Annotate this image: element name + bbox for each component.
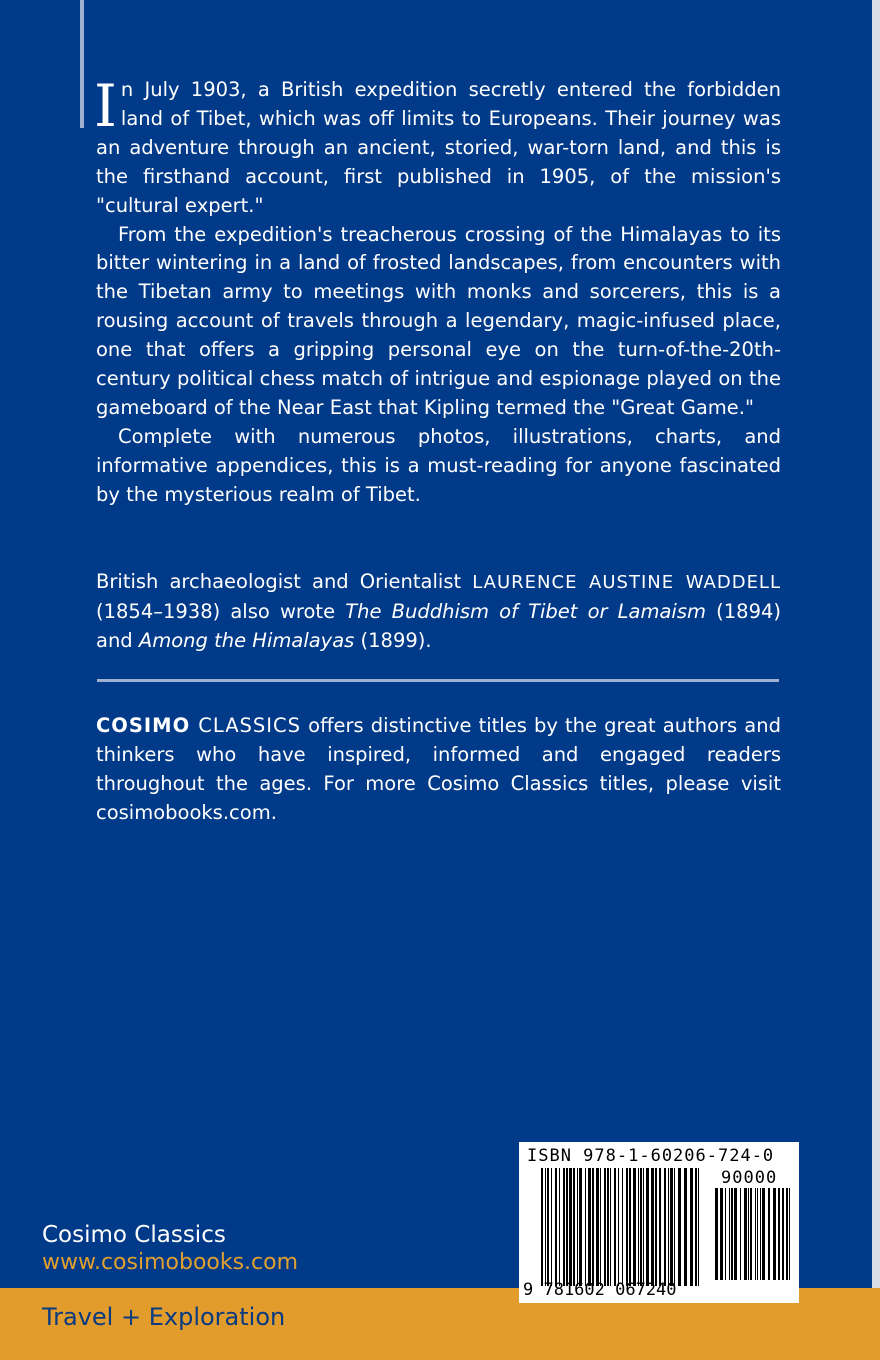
barcode-bar bbox=[757, 1188, 758, 1280]
barcode-bar bbox=[541, 1168, 543, 1286]
barcode-bar bbox=[755, 1188, 756, 1280]
author-bio-end: (1899). bbox=[354, 629, 432, 652]
barcode-bar bbox=[762, 1188, 765, 1280]
barcode-bar bbox=[778, 1188, 780, 1280]
barcode-bar bbox=[782, 1188, 784, 1280]
barcode-bar bbox=[618, 1168, 619, 1286]
isbn-text: ISBN 978-1-60206-724-0 bbox=[527, 1146, 775, 1166]
barcode-bar bbox=[579, 1168, 582, 1286]
category-label: Travel + Exploration bbox=[42, 1303, 286, 1331]
description-paragraph-3: Complete with numerous photos, illustrations, charts, and informative appendices, this is a must-reading for anyone fascinated by the mysterious realm of Tibet. bbox=[96, 424, 781, 506]
drop-cap: I bbox=[94, 72, 117, 140]
barcode-bar bbox=[545, 1168, 546, 1286]
barcode-bar bbox=[566, 1168, 568, 1286]
barcode-bar bbox=[643, 1168, 644, 1286]
barcode-bar bbox=[573, 1168, 575, 1286]
barcode-digits: 9 781602 067240 bbox=[523, 1280, 677, 1300]
description-paragraph-1-text: n July 1903, a British expedition secretly entered the forbidden land of Tibet, which was off limits to Europeans. Their journey was an adventure through an ancient, storied, war-torn land, and this is the firsthand account, first published in 1905, of the mission's "cultural expert." bbox=[96, 78, 781, 217]
barcode-bar bbox=[596, 1168, 599, 1286]
imprint-url: www.cosimobooks.com bbox=[42, 1250, 299, 1275]
barcode-bar bbox=[734, 1188, 737, 1280]
barcode-bar bbox=[659, 1168, 661, 1286]
author-bio-intro: British archaeologist and Orientalist bbox=[96, 570, 473, 593]
barcode-bar bbox=[646, 1168, 649, 1286]
barcode-bar bbox=[664, 1168, 666, 1286]
barcode-bar bbox=[684, 1168, 687, 1286]
barcode-bar bbox=[715, 1188, 718, 1280]
barcode-bar bbox=[768, 1188, 770, 1280]
barcode-bar bbox=[563, 1168, 565, 1286]
barcode-icon bbox=[519, 1142, 799, 1303]
barcode-bar bbox=[585, 1168, 586, 1286]
barcode-bar bbox=[604, 1168, 606, 1286]
imprint-name: Cosimo Classics bbox=[42, 1222, 226, 1248]
barcode-bar bbox=[629, 1168, 631, 1286]
barcode-bar bbox=[670, 1168, 673, 1286]
barcode-bar bbox=[600, 1168, 601, 1286]
description-paragraph-2: From the expedition's treacherous crossing of the Himalayas to its bitter wintering in a land of frosted landscapes, from encounters with the Tibetan army to meetings with monks and sorcerers, this is a rousing account of travels through a legendary, magic-infused place, one that offers a gripping personal eye on the turn-of-the-20th-century political chess match of intrigue and espionage played on the gameboard of the Near East that Kipling termed the "Great Game." bbox=[96, 222, 781, 419]
publisher-brand: COSIMO bbox=[96, 714, 191, 737]
top-accent-rule bbox=[80, 0, 84, 128]
barcode-bar bbox=[725, 1188, 726, 1280]
barcode-bar bbox=[674, 1168, 675, 1286]
book-description bbox=[94, 72, 781, 510]
barcode-bar bbox=[760, 1188, 761, 1280]
barcode-bar bbox=[789, 1188, 790, 1280]
author-bio-mid-2: (1894) and bbox=[96, 600, 781, 652]
barcode-bar bbox=[744, 1188, 747, 1280]
barcode-bar bbox=[720, 1188, 723, 1280]
barcode-bar bbox=[731, 1188, 733, 1280]
barcode-bar bbox=[640, 1168, 642, 1286]
barcode-bar bbox=[559, 1168, 560, 1286]
barcode-bar bbox=[592, 1168, 594, 1286]
description-paragraph-1 bbox=[94, 72, 781, 221]
author-bio-mid: (1854–1938) also wrote bbox=[96, 600, 346, 623]
publisher-brand-suffix: CLASSICS bbox=[190, 714, 302, 737]
barcode-bar bbox=[690, 1168, 693, 1286]
author-bio bbox=[96, 567, 781, 655]
barcode-bar bbox=[588, 1168, 591, 1286]
barcode-bar bbox=[555, 1168, 557, 1286]
barcode-bar bbox=[638, 1168, 639, 1286]
barcode-bar bbox=[695, 1168, 697, 1286]
publisher-text: offers distinctive titles by the great authors and thinkers who have inspired, informed and engaged readers throughout the ages. For more Cosimo Classics titles, please visit cosimobooks.com. bbox=[96, 714, 781, 824]
author-name: LAURENCE AUSTINE WADDELL bbox=[472, 572, 781, 593]
barcode-bar bbox=[740, 1188, 741, 1280]
barcode-bar bbox=[569, 1168, 572, 1286]
barcode-bar bbox=[698, 1168, 699, 1286]
barcode-bar bbox=[610, 1168, 611, 1286]
barcode-bar bbox=[547, 1168, 549, 1286]
barcode-bar bbox=[622, 1168, 623, 1286]
barcode-bar bbox=[729, 1188, 730, 1280]
barcode-bar bbox=[551, 1168, 552, 1286]
barcode-bar bbox=[607, 1168, 609, 1286]
author-book-title-2: Among the Himalayas bbox=[138, 629, 355, 652]
barcode-bar bbox=[614, 1168, 616, 1286]
barcode-bar bbox=[748, 1188, 749, 1280]
barcode-bar bbox=[750, 1188, 752, 1280]
author-book-title-1: The Buddhism of Tibet or Lamaism bbox=[345, 600, 707, 623]
price-code: 90000 bbox=[721, 1168, 778, 1188]
section-divider bbox=[97, 679, 779, 682]
barcode-bar bbox=[633, 1168, 636, 1286]
barcode-bar bbox=[668, 1168, 669, 1286]
barcode-bar bbox=[626, 1168, 628, 1286]
barcode-bar bbox=[773, 1188, 776, 1280]
barcode-bar bbox=[577, 1168, 578, 1286]
publisher-statement bbox=[96, 711, 781, 827]
barcode-block bbox=[519, 1142, 799, 1303]
barcode-bar bbox=[678, 1168, 681, 1286]
barcode-bar bbox=[655, 1168, 657, 1286]
barcode-bar bbox=[651, 1168, 654, 1286]
barcode-bar bbox=[786, 1188, 788, 1280]
page-edge bbox=[872, 0, 880, 1288]
